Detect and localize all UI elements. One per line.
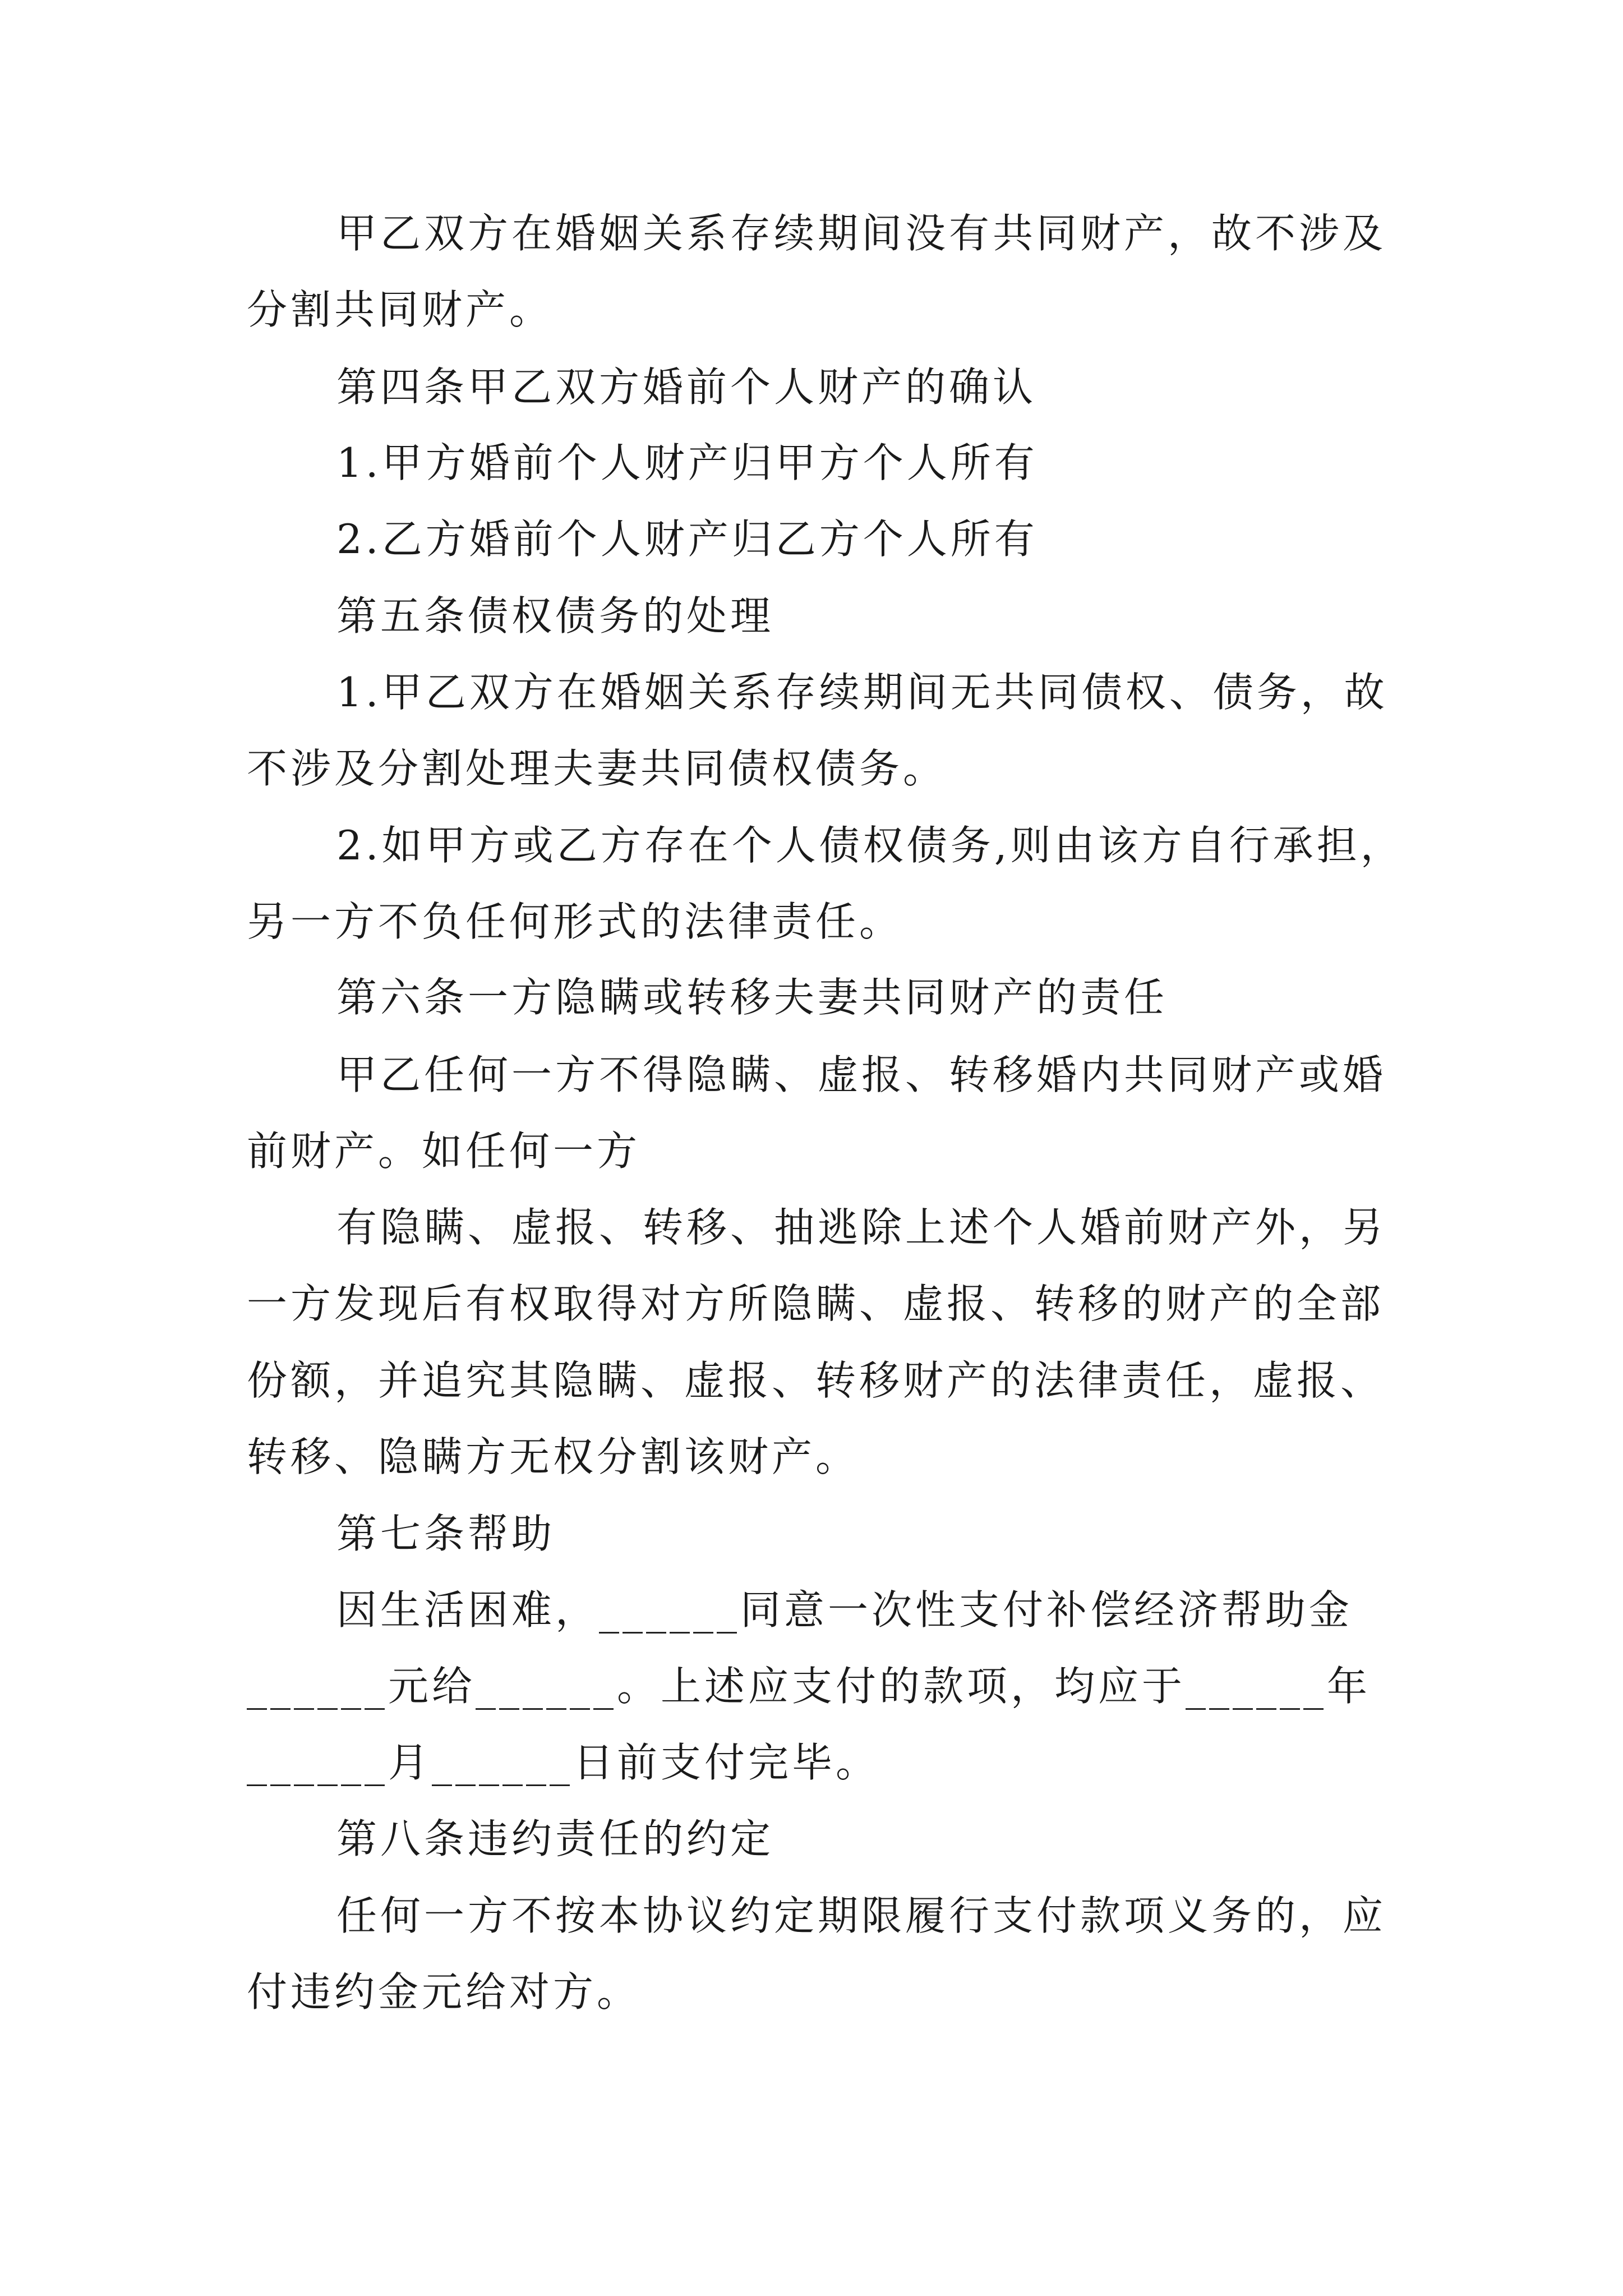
paragraph-line: 任何一方不按本协议约定期限履行支付款项义务的，应 bbox=[336, 1892, 1387, 1939]
paragraph-line: 不涉及分割处理夫妻共同债权债务。 bbox=[247, 745, 947, 792]
article-heading: 第四条甲乙双方婚前个人财产的确认 bbox=[336, 364, 1037, 411]
paragraph-line: ______月______日前支付完毕。 bbox=[247, 1739, 880, 1786]
paragraph-line: 另一方不负任何形式的法律责任。 bbox=[247, 898, 903, 945]
paragraph-line: 有隐瞒、虚报、转移、抽逃除上述个人婚前财产外，另 bbox=[336, 1204, 1387, 1251]
article-heading: 第五条债权债务的处理 bbox=[336, 592, 774, 639]
article-heading: 第八条违约责任的约定 bbox=[336, 1815, 774, 1862]
paragraph-line: 分割共同财产。 bbox=[247, 286, 554, 333]
paragraph-line: 甲乙双方在婚姻关系存续期间没有共同财产，故不涉及 bbox=[336, 210, 1387, 257]
list-item: 1.甲方婚前个人财产归甲方个人所有 bbox=[336, 439, 1038, 486]
paragraph-line: 前财产。如任何一方 bbox=[247, 1128, 641, 1175]
paragraph-line: 份额，并追究其隐瞒、虚报、转移财产的法律责任，虚报、 bbox=[247, 1357, 1385, 1404]
list-item: 1.甲乙双方在婚姻关系存续期间无共同债权、债务，故 bbox=[336, 669, 1388, 716]
article-heading: 第六条一方隐瞒或转移夫妻共同财产的责任 bbox=[336, 974, 1168, 1021]
paragraph-line: ______元给______。上述应支付的款项，均应于______年 bbox=[247, 1663, 1371, 1710]
paragraph-line: 一方发现后有权取得对方所隐瞒、虚报、转移的财产的全部 bbox=[247, 1280, 1385, 1327]
paragraph-line: 转移、隐瞒方无权分割该财产。 bbox=[247, 1433, 860, 1480]
paragraph-line: 甲乙任何一方不得隐瞒、虚报、转移婚内共同财产或婚 bbox=[336, 1051, 1387, 1098]
list-item: 2.乙方婚前个人财产归乙方个人所有 bbox=[336, 516, 1038, 563]
article-heading: 第七条帮助 bbox=[336, 1510, 556, 1557]
paragraph-line: 因生活困难，______同意一次性支付补偿经济帮助金 bbox=[336, 1586, 1353, 1634]
paragraph-line: 付违约金元给对方。 bbox=[247, 1968, 641, 2016]
list-item: 2.如甲方或乙方存在个人债权债务,则由该方自行承担， bbox=[336, 822, 1404, 869]
